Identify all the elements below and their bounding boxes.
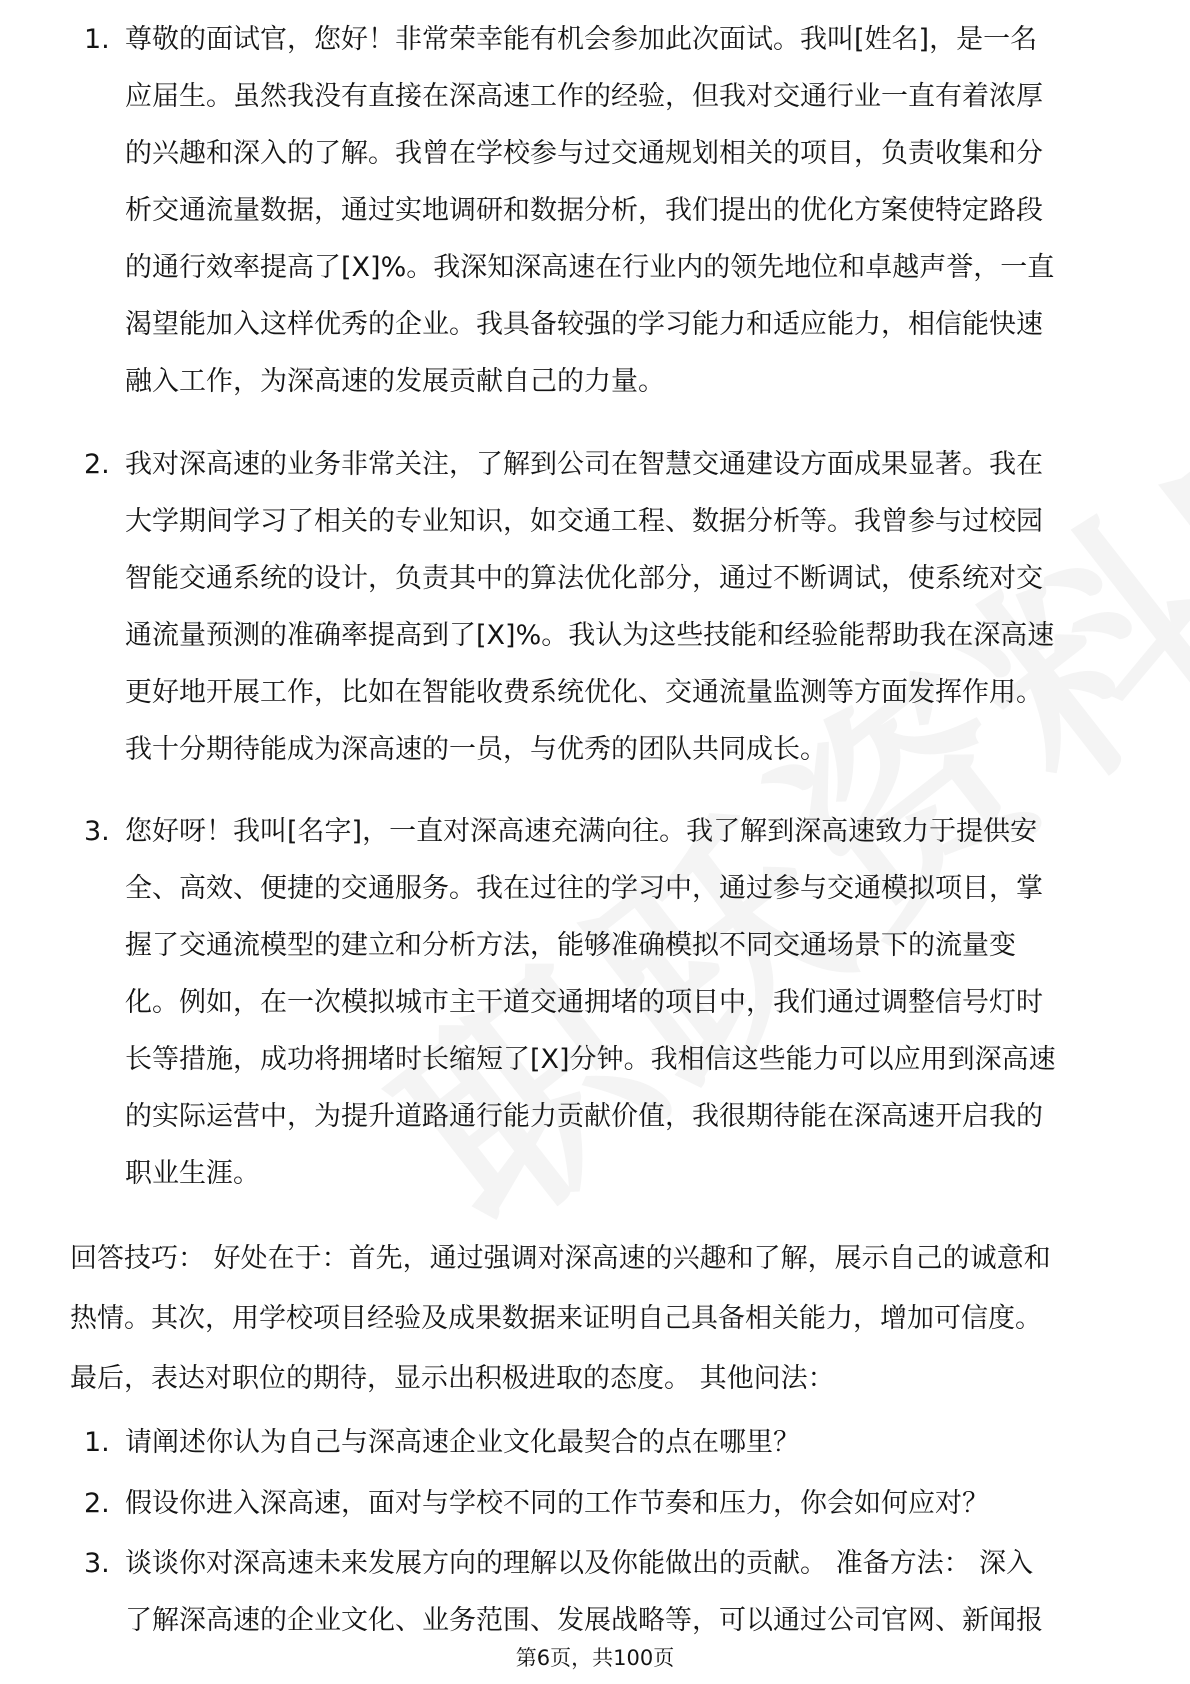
answer-text [125, 436, 1115, 778]
question-text [125, 1535, 1115, 1649]
text-line: 了解深高速的企业文化、业务范围、发展战略等，可以通过公司官网、新闻报 [125, 1605, 1043, 1636]
text-line: 应届生。虽然我没有直接在深高速工作的经验，但我对交通行业一直有着浓厚 [125, 81, 1043, 112]
list-number: 1. [84, 1427, 110, 1458]
text-line: 握了交通流模型的建立和分析方法，能够准确模拟不同交通场景下的流量变 [125, 930, 1016, 961]
list-number: 3. [84, 816, 110, 847]
text-line: 回答技巧： 好处在于：首先，通过强调对深高速的兴趣和了解，展示自己的诚意和 [70, 1243, 1051, 1274]
text-line: 的通行效率提高了[X]%。我深知深高速在行业内的领先地位和卓越声誉，一直 [125, 252, 1055, 283]
text-line: 的实际运营中，为提升道路通行能力贡献价值，我很期待能在深高速开启我的 [125, 1101, 1043, 1132]
text-line: 的兴趣和深入的了解。我曾在学校参与过交通规划相关的项目，负责收集和分 [125, 138, 1043, 169]
text-line: 融入工作，为深高速的发展贡献自己的力量。 [125, 366, 665, 397]
text-line: 假设你进入深高速，面对与学校不同的工作节奏和压力，你会如何应对？ [125, 1488, 989, 1519]
question-text [125, 1475, 1115, 1532]
answer-tips-paragraph [70, 1229, 1130, 1409]
list-number: 1. [84, 24, 110, 55]
list-number: 2. [84, 449, 110, 480]
text-line: 我对深高速的业务非常关注，了解到公司在智慧交通建设方面成果显著。我在 [125, 449, 1043, 480]
list-number: 2. [84, 1488, 110, 1519]
text-line: 谈谈你对深高速未来发展方向的理解以及你能做出的贡献。 准备方法： 深入 [125, 1548, 1034, 1579]
text-line: 职业生涯。 [125, 1158, 260, 1189]
text-line: 我十分期待能成为深高速的一员，与优秀的团队共同成长。 [125, 734, 827, 765]
list-number: 3. [84, 1548, 110, 1579]
page-number-footer: 第6页，共100页 [515, 1646, 675, 1670]
text-line: 最后，表达对职位的期待，显示出积极进取的态度。 其他问法： [70, 1363, 835, 1394]
answer-text [125, 11, 1115, 410]
text-line: 渴望能加入这样优秀的企业。我具备较强的学习能力和适应能力，相信能快速 [125, 309, 1043, 340]
text-line: 全、高效、便捷的交通服务。我在过往的学习中，通过参与交通模拟项目，掌 [125, 873, 1043, 904]
answer-text [125, 803, 1115, 1202]
text-line: 更好地开展工作，比如在智能收费系统优化、交通流量监测等方面发挥作用。 [125, 677, 1043, 708]
text-line: 请阐述你认为自己与深高速企业文化最契合的点在哪里？ [125, 1427, 800, 1458]
text-line: 尊敬的面试官，您好！非常荣幸能有机会参加此次面试。我叫[姓名]，是一名 [125, 24, 1038, 55]
question-text [125, 1414, 1115, 1471]
text-line: 化。例如，在一次模拟城市主干道交通拥堵的项目中，我们通过调整信号灯时 [125, 987, 1043, 1018]
text-line: 析交通流量数据，通过实地调研和数据分析，我们提出的优化方案使特定路段 [125, 195, 1043, 226]
text-line: 通流量预测的准确率提高到了[X]%。我认为这些技能和经验能帮助我在深高速 [125, 620, 1055, 651]
text-line: 大学期间学习了相关的专业知识，如交通工程、数据分析等。我曾参与过校园 [125, 506, 1043, 537]
text-line: 智能交通系统的设计，负责其中的算法优化部分，通过不断调试，使系统对交 [125, 563, 1043, 594]
text-line: 您好呀！我叫[名字]，一直对深高速充满向往。我了解到深高速致力于提供安 [125, 816, 1038, 847]
text-line: 热情。其次，用学校项目经验及成果数据来证明自己具备相关能力，增加可信度。 [70, 1303, 1042, 1334]
text-line: 长等措施，成功将拥堵时长缩短了[X]分钟。我相信这些能力可以应用到深高速 [125, 1044, 1056, 1075]
